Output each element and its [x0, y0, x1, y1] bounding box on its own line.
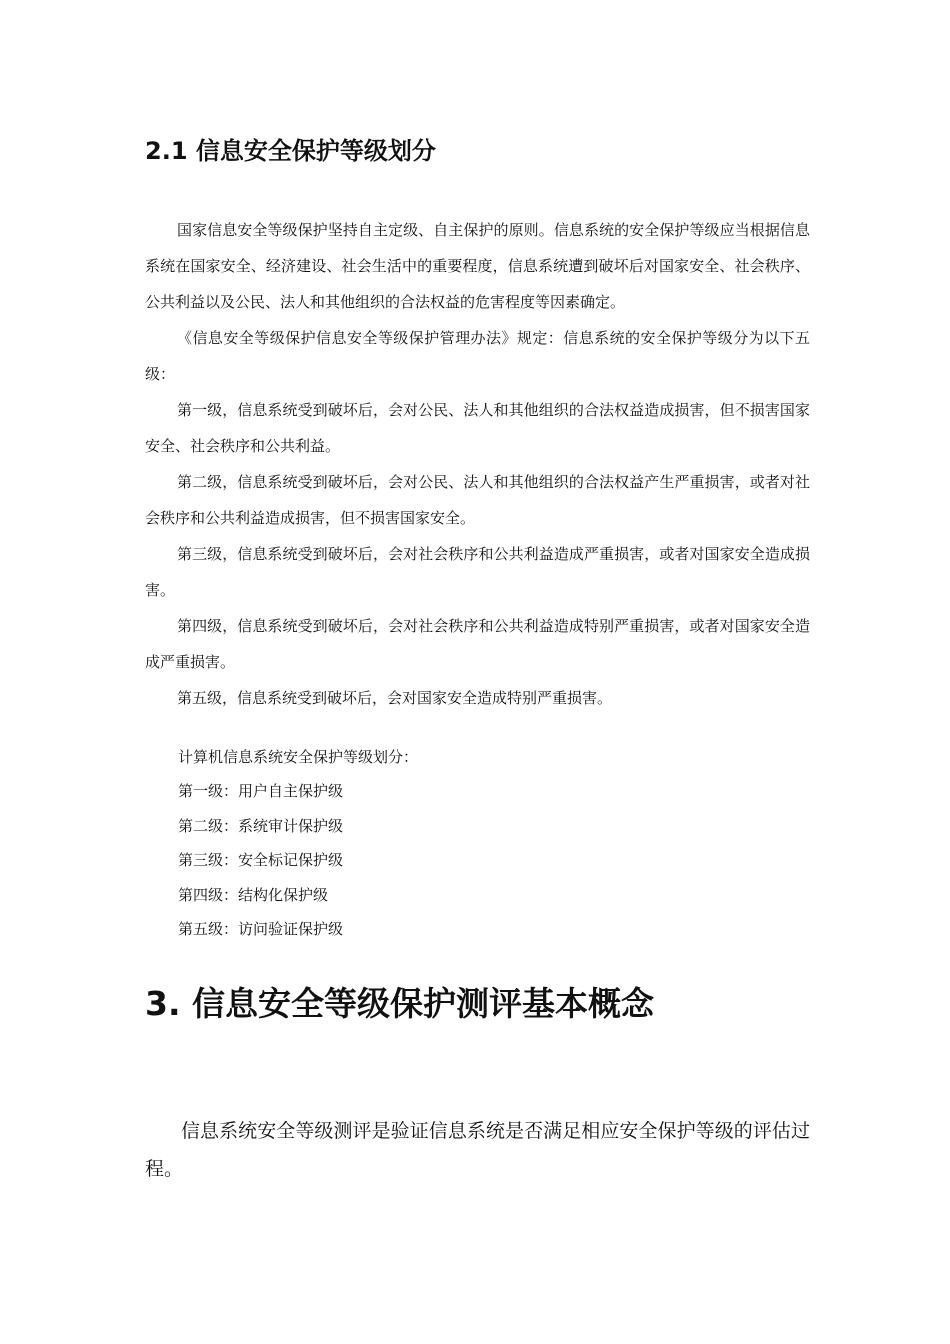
list-item: 第二级：系统审计保护级	[178, 816, 344, 835]
paragraph-principle: 国家信息安全等级保护坚持自主定级、自主保护的原则。信息系统的安全保护等级应当根据信息系统在国家安全、经济建设、社会生活中的重要程度，信息系统遭到破坏后对国家安全、社会秩序、公共利益以及公民、法人和其他组织的合法权益的危害程度等因素确定。	[145, 221, 810, 311]
paragraph-definition: 信息系统安全等级测评是验证信息系统是否满足相应安全保护等级的评估过程。	[145, 1120, 810, 1180]
paragraph-level-1: 第一级，信息系统受到破坏后，会对公民、法人和其他组织的合法权益造成损害，但不损害国家安全、社会秩序和公共利益。	[145, 401, 810, 455]
list-item: 第三级：安全标记保护级	[178, 851, 344, 870]
classification-list	[178, 740, 418, 946]
paragraph-level-3: 第三级，信息系统受到破坏后，会对社会秩序和公共利益造成严重损害，或者对国家安全造成损害。	[145, 545, 810, 599]
paragraph-level-4: 第四级，信息系统受到破坏后，会对社会秩序和公共利益造成特别严重损害，或者对国家安全造成严重损害。	[145, 617, 810, 671]
chapter-heading: 3. 信息安全等级保护测评基本概念	[145, 984, 654, 1023]
paragraph-regulation: 《信息安全等级保护信息安全等级保护管理办法》规定：信息系统的安全保护等级分为以下五级：	[145, 329, 810, 383]
section-heading: 2.1 信息安全保护等级划分	[145, 137, 436, 165]
list-item: 第四级：结构化保护级	[178, 885, 329, 904]
paragraph-level-2: 第二级，信息系统受到破坏后，会对公民、法人和其他组织的合法权益产生严重损害，或者对社会秩序和公共利益造成损害，但不损害国家安全。	[145, 473, 810, 527]
paragraph-level-5: 第五级，信息系统受到破坏后，会对国家安全造成特别严重损害。	[177, 689, 613, 707]
list-item: 第一级：用户自主保护级	[178, 782, 344, 801]
list-item: 第五级：访问验证保护级	[178, 920, 344, 939]
list-intro: 计算机信息系统安全保护等级划分：	[178, 748, 419, 766]
